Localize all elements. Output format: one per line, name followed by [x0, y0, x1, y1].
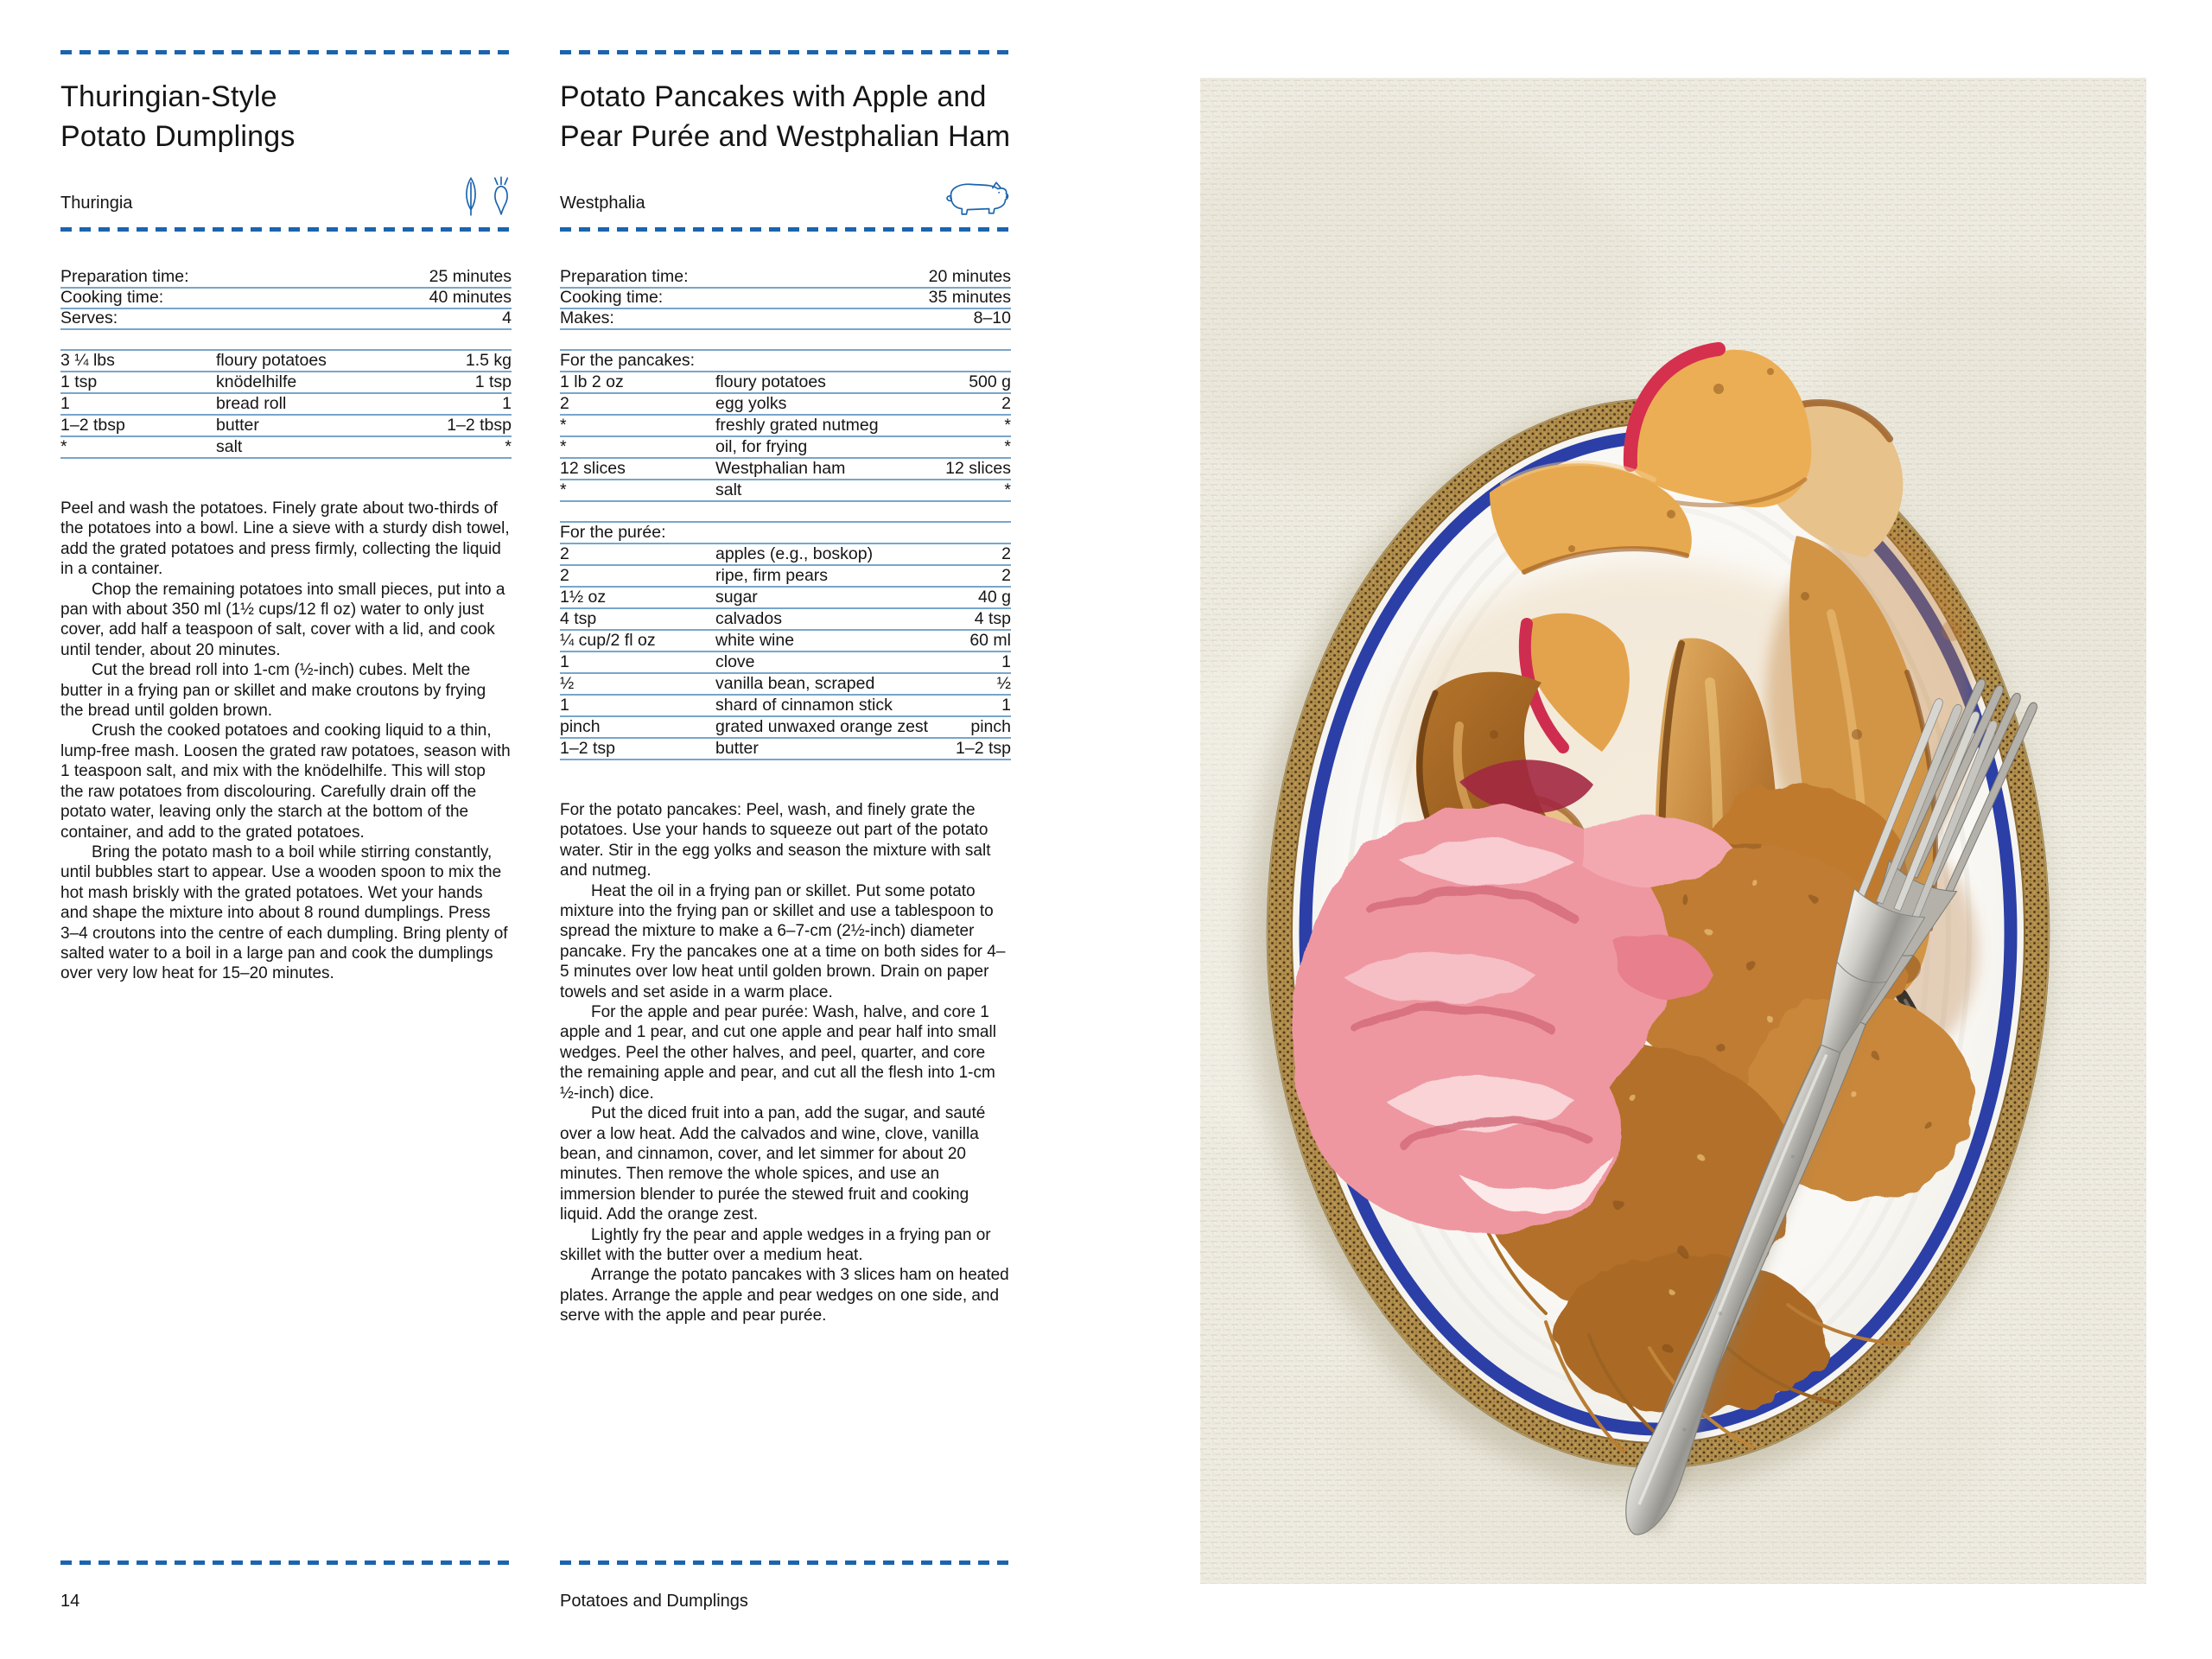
info-value: 35 minutes — [928, 288, 1011, 307]
ingredient-name: oil, for frying — [715, 437, 808, 456]
quantity-imperial: 2 — [560, 544, 569, 563]
quantity-metric: 1 — [1001, 652, 1011, 671]
method-text — [560, 800, 1011, 1326]
method-paragraph: Arrange the potato pancakes with 3 slices ham on heated plates. Arrange the apple and pear wedges on one side, and serve with the apple and pear purée. — [560, 1266, 1009, 1325]
ingredient-row — [560, 652, 1011, 674]
quantity-imperial: 1 — [60, 394, 70, 413]
ingredient-row — [560, 609, 1011, 631]
quantity-metric: 500 g — [969, 372, 1011, 391]
ingredient-row — [560, 696, 1011, 717]
ingredient-group-title: For the pancakes: — [560, 351, 1011, 372]
dashed-divider — [60, 50, 512, 54]
quantity-metric: 1–2 tsp — [956, 739, 1011, 758]
ingredient-group — [60, 349, 512, 459]
method-paragraph: Heat the oil in a frying pan or skillet. Put some potato mixture into the frying pan or skillet and use a tablespoon to spread the mixture to make a 6–7-cm (2½-inch) diameter pancake. Fry the pancakes one at a time on both sides for 4–5 minutes over low heat until golden brown. Drain on paper towels and set aside in a warm place. — [560, 881, 1006, 1001]
page-number: 14 — [60, 1592, 80, 1611]
info-value: 4 — [502, 308, 512, 327]
ingredient-row — [560, 566, 1011, 588]
ingredient-row — [560, 437, 1011, 459]
recipe-title-line: Potato Pancakes with Apple and — [560, 80, 987, 113]
method-paragraph: For the potato pancakes: Peel, wash, and finely grate the potatoes. Use your hands to squeeze out part of the potato water. Stir in the egg yolks and season the mixture with salt and nutmeg. — [560, 801, 991, 880]
quantity-imperial: * — [560, 480, 567, 499]
info-row — [60, 309, 512, 330]
ingredient-name: clove — [715, 652, 755, 671]
ingredient-name: floury potatoes — [216, 351, 327, 370]
ingredient-name: sugar — [715, 588, 758, 607]
quantity-metric: 1.5 kg — [465, 351, 512, 370]
quantity-metric: 40 g — [978, 588, 1011, 607]
region-label: Thuringia — [60, 194, 133, 213]
info-value: 25 minutes — [429, 267, 512, 286]
quantity-metric: 2 — [1001, 394, 1011, 413]
ingredient-row — [560, 717, 1011, 739]
ingredient-row — [560, 372, 1011, 394]
ingredient-row — [60, 372, 512, 394]
ingredient-name: salt — [715, 480, 742, 499]
info-table — [60, 268, 512, 330]
method-paragraph: Bring the potato mash to a boil while stirring constantly, until bubbles start to appear. Use a wooden spoon to mix the hot mash briskly with the grated potatoes. Wet your hands and shape the mixture into about 8 round dumplings. Press 3–4 croutons into the centre of each dumpling. Bring plenty of salted water to a boil in a large pan and cook the dumplings over very low heat for 15–20 minutes. — [60, 842, 508, 983]
quantity-imperial: 12 slices — [560, 459, 626, 478]
ingredient-name: ripe, firm pears — [715, 566, 829, 585]
ingredient-name: butter — [715, 739, 759, 758]
dish-photo — [1200, 78, 2146, 1584]
info-row — [60, 268, 512, 289]
quantity-imperial: 1–2 tbsp — [60, 416, 125, 435]
quantity-imperial: * — [60, 437, 67, 456]
quantity-imperial: 1–2 tsp — [560, 739, 615, 758]
info-row — [560, 309, 1011, 330]
recipe-column-potato-pancakes — [560, 50, 1011, 1326]
quantity-metric: 60 ml — [969, 631, 1011, 650]
quantity-metric: 12 slices — [945, 459, 1011, 478]
quantity-metric: * — [1004, 437, 1011, 456]
footer-left — [60, 1560, 512, 1611]
ingredient-name: shard of cinnamon stick — [715, 696, 893, 715]
dish-photo-illustration — [1200, 78, 2146, 1584]
ingredient-row — [560, 631, 1011, 652]
ingredient-name: grated unwaxed orange zest — [715, 717, 929, 736]
region-label: Westphalia — [560, 194, 645, 213]
quantity-metric: pinch — [970, 717, 1011, 736]
quantity-metric: 1 — [1001, 696, 1011, 715]
info-label: Makes: — [560, 308, 614, 327]
recipe-title-line: Thuringian-Style — [60, 80, 277, 113]
quantity-metric: * — [1004, 416, 1011, 435]
recipe-icons — [942, 177, 1011, 217]
ingredient-row — [60, 351, 512, 372]
method-paragraph: For the apple and pear purée: Wash, halve, and core 1 apple and 1 pear, and cut one apple and pear half into small wedges. Peel the other halves, and peel, quarter, and core the remaining apple and pear, and cut all the flesh into 1-cm ½-inch) dice. — [560, 1003, 996, 1103]
recipe-title — [560, 77, 1011, 156]
info-label: Preparation time: — [60, 267, 189, 286]
footer-right — [560, 1560, 1011, 1611]
quantity-imperial: 1 — [560, 696, 569, 715]
quantity-imperial: 3 ¼ lbs — [60, 351, 115, 370]
pig-icon — [942, 177, 1011, 217]
dashed-divider — [560, 227, 1011, 232]
recipe-meta — [60, 174, 512, 217]
ingredient-name: vanilla bean, scraped — [715, 674, 875, 693]
ingredient-name: bread roll — [216, 394, 287, 413]
info-row — [560, 289, 1011, 309]
recipe-title — [60, 77, 512, 156]
quantity-imperial: 2 — [560, 394, 569, 413]
ingredient-name: floury potatoes — [715, 372, 826, 391]
quantity-imperial: 4 tsp — [560, 609, 597, 628]
ingredient-name: apples (e.g., boskop) — [715, 544, 874, 563]
quantity-metric: ½ — [996, 674, 1011, 693]
dashed-divider — [60, 1560, 512, 1565]
ingredient-row — [560, 459, 1011, 480]
chapter-title: Potatoes and Dumplings — [560, 1592, 748, 1611]
quantity-metric: 2 — [1001, 544, 1011, 563]
quantity-metric: 1 — [502, 394, 512, 413]
ingredient-name: calvados — [715, 609, 782, 628]
ingredient-group-title: For the purée: — [560, 523, 1011, 544]
method-paragraph: Chop the remaining potatoes into small pieces, put into a pan with about 350 ml (1½ cups/12 fl oz) water to only just cover, add half a teaspoon of salt, cover with a lid, and cook until tender, about 20 minutes. — [60, 580, 505, 659]
ingredient-group — [560, 349, 1011, 502]
info-value: 40 minutes — [429, 288, 512, 307]
method-paragraph: Put the diced fruit into a pan, add the sugar, and sauté over a low heat. Add the calvados and wine, clove, vanilla bean, and cinnamon, cover, and let simmer for about 20 minutes. Then remove the whole spices, and use an immersion blender to purée the stewed fruit and cooking liquid. Add the orange zest. — [560, 1104, 986, 1224]
quantity-imperial: 1½ oz — [560, 588, 607, 607]
recipe-title-line: Pear Purée and Westphalian Ham — [560, 120, 1011, 153]
dashed-divider — [560, 50, 1011, 54]
info-label: Cooking time: — [560, 288, 664, 307]
quantity-imperial: * — [560, 416, 567, 435]
method-text — [60, 499, 512, 984]
ingredient-name: freshly grated nutmeg — [715, 416, 879, 435]
method-paragraph: Peel and wash the potatoes. Finely grate about two-thirds of the potatoes into a bowl. Line a sieve with a sturdy dish towel, add the grated potatoes and press firmly, collecting the liquid in a container. — [60, 499, 510, 579]
info-label: Preparation time: — [560, 267, 689, 286]
ingredient-row — [560, 674, 1011, 696]
info-table — [560, 268, 1011, 330]
radish-icon — [491, 175, 512, 217]
info-label: Cooking time: — [60, 288, 164, 307]
recipe-meta — [560, 174, 1011, 217]
dashed-divider — [60, 227, 512, 232]
ingredient-name: butter — [216, 416, 259, 435]
quantity-metric: 1–2 tbsp — [447, 416, 512, 435]
info-row — [560, 268, 1011, 289]
quantity-imperial: 2 — [560, 566, 569, 585]
ingredient-name: Westphalian ham — [715, 459, 846, 478]
method-paragraph: Cut the bread roll into 1-cm (½-inch) cubes. Melt the butter in a frying pan or skillet and make croutons by frying the bread until golden brown. — [60, 661, 486, 721]
quantity-imperial: ¼ cup/2 fl oz — [560, 631, 656, 650]
ingredient-name: salt — [216, 437, 243, 456]
quantity-imperial: pinch — [560, 717, 601, 736]
ingredient-name: white wine — [715, 631, 795, 650]
ingredient-row — [560, 588, 1011, 609]
recipe-title-line: Potato Dumplings — [60, 120, 296, 153]
quantity-metric: 4 tsp — [974, 609, 1011, 628]
quantity-metric: * — [1004, 480, 1011, 499]
ingredient-row — [560, 416, 1011, 437]
leaf-icon — [461, 175, 480, 217]
info-value: 20 minutes — [928, 267, 1011, 286]
ingredient-row — [60, 394, 512, 416]
quantity-imperial: 1 tsp — [60, 372, 98, 391]
quantity-imperial: 1 — [560, 652, 569, 671]
ingredient-group — [560, 521, 1011, 760]
quantity-imperial: * — [560, 437, 567, 456]
info-label: Serves: — [60, 308, 118, 327]
quantity-metric: * — [505, 437, 512, 456]
ingredient-row — [560, 544, 1011, 566]
ingredient-name: egg yolks — [715, 394, 787, 413]
ingredient-name: knödelhilfe — [216, 372, 297, 391]
recipe-icons — [461, 175, 512, 217]
quantity-imperial: ½ — [560, 674, 575, 693]
ingredient-row — [560, 739, 1011, 760]
ingredient-row — [560, 480, 1011, 502]
method-paragraph: Lightly fry the pear and apple wedges in a frying pan or skillet with the butter over a medium heat. — [560, 1225, 991, 1264]
quantity-metric: 1 tsp — [474, 372, 512, 391]
info-row — [60, 289, 512, 309]
ingredient-row — [60, 416, 512, 437]
method-paragraph: Crush the cooked potatoes and cooking liquid to a thin, lump-free mash. Loosen the grated raw potatoes, season with 1 teaspoon salt, and mix with the knödelhilfe. This will stop the raw potatoes from discolouring. Carefully drain off the potato water, leaving only the starch at the bottom of the container, and add to the grated potatoes. — [60, 721, 511, 842]
recipe-column-thuringian-dumplings — [60, 50, 512, 984]
quantity-imperial: 1 lb 2 oz — [560, 372, 624, 391]
ingredient-row — [560, 394, 1011, 416]
ingredient-row — [60, 437, 512, 459]
dashed-divider — [560, 1560, 1011, 1565]
info-value: 8–10 — [973, 308, 1011, 327]
quantity-metric: 2 — [1001, 566, 1011, 585]
